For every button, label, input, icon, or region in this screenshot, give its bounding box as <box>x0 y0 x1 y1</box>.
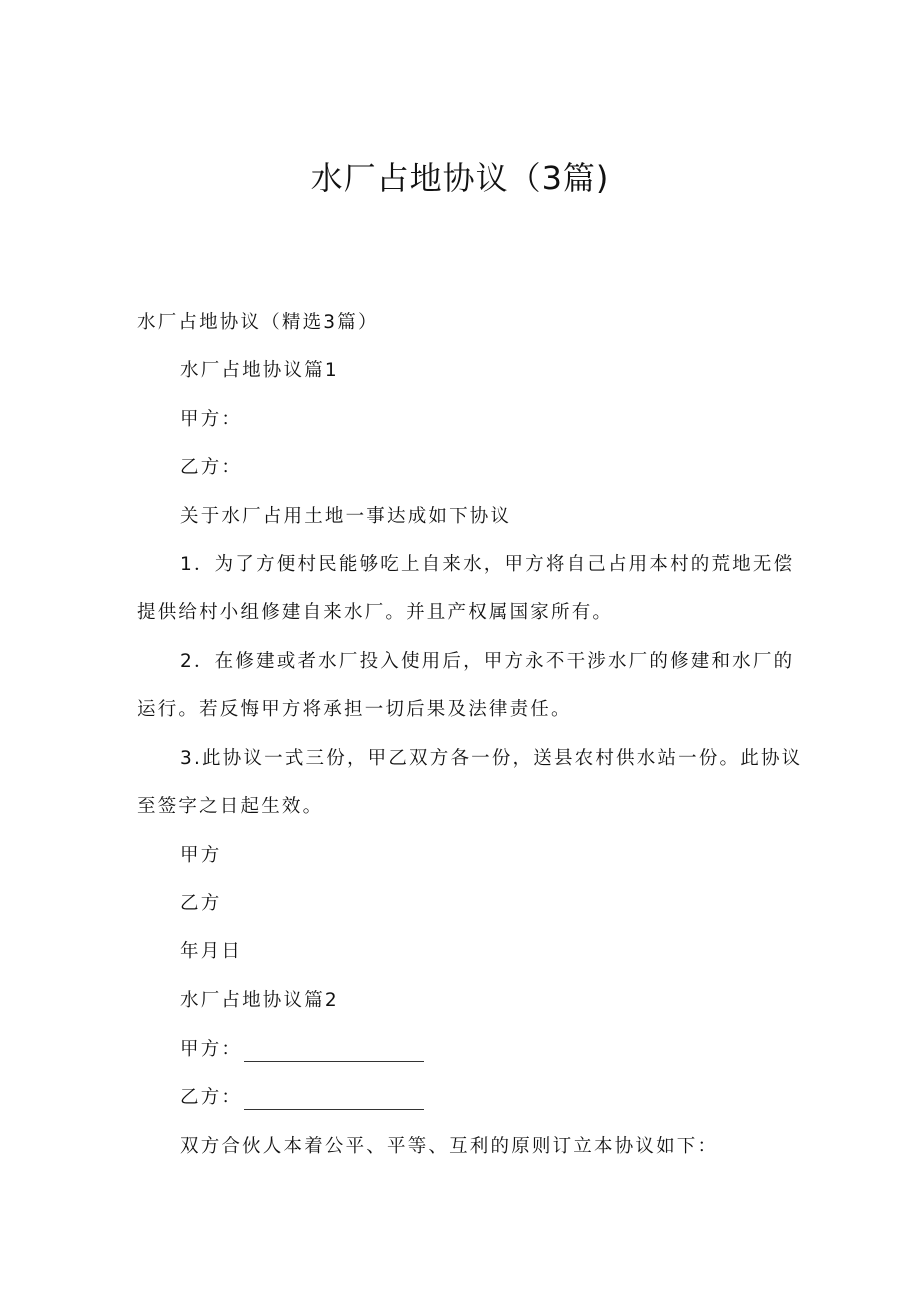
article2-party-b: 乙方： <box>180 1087 243 1108</box>
article1-clause1-line2: 提供给村小组修建自来水厂。并且产权属国家所有。 <box>137 602 614 623</box>
party-a-blank-line <box>244 1043 424 1062</box>
article1-party-b: 乙方： <box>180 457 243 478</box>
article1-clause1-line1: 1．为了方便村民能够吃上自来水，甲方将自己占用本村的荒地无偿 <box>180 554 795 575</box>
article1-clause3-line1: 3.此协议一式三份，甲乙双方各一份，送县农村供水站一份。此协议 <box>180 748 803 769</box>
article2-heading: 水厂占地协议篇2 <box>180 990 339 1011</box>
article1-sign-b: 乙方 <box>180 893 222 914</box>
article1-clause2-line1: 2．在修建或者水厂投入使用后，甲方永不干涉水厂的修建和水厂的 <box>180 651 795 672</box>
document-subtitle: 水厂占地协议（精选3篇） <box>137 312 379 333</box>
article2-party-b-row <box>180 1086 424 1110</box>
article1-heading: 水厂占地协议篇1 <box>180 360 339 381</box>
page-title: 水厂占地协议（3篇) <box>310 159 610 197</box>
article2-party-a: 甲方： <box>180 1039 243 1060</box>
article1-sign-a: 甲方 <box>180 845 222 866</box>
article2-intro: 双方合伙人本着公平、平等、互利的原则订立本协议如下： <box>180 1136 719 1157</box>
article1-party-a: 甲方： <box>180 409 243 430</box>
article1-clause2-line2: 运行。若反悔甲方将承担一切后果及法律责任。 <box>137 699 572 720</box>
party-b-blank-line <box>244 1091 424 1110</box>
article1-date: 年月日 <box>180 941 243 962</box>
article1-intro: 关于水厂占用土地一事达成如下协议 <box>180 506 512 527</box>
article2-party-a-row <box>180 1038 424 1062</box>
article1-clause3-line2: 至签字之日起生效。 <box>137 796 324 817</box>
